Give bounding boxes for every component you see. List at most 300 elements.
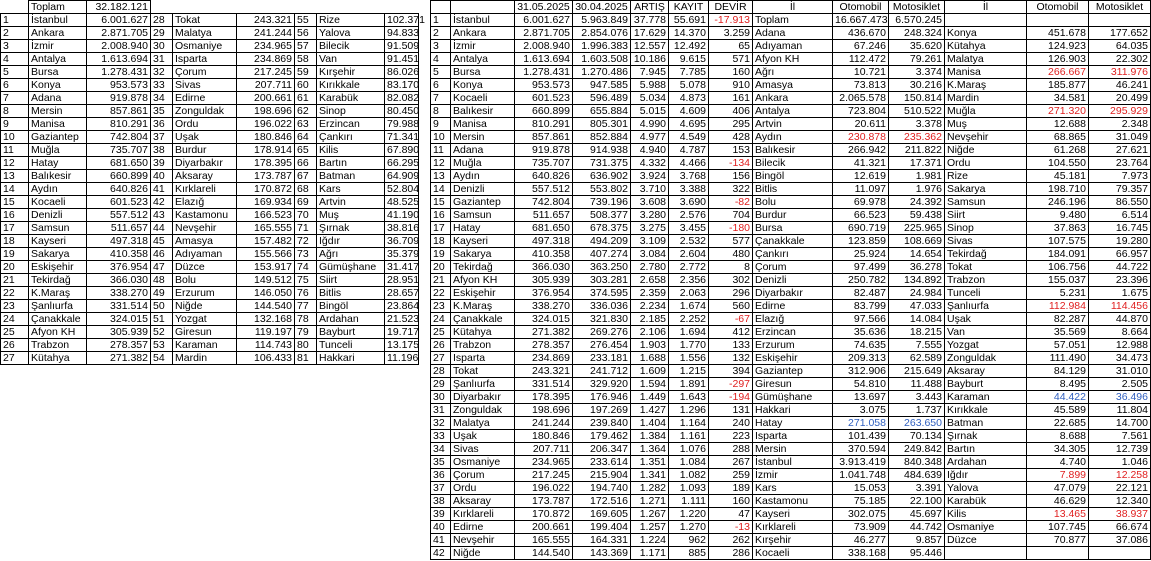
province-cell: Aksaray xyxy=(451,495,515,508)
value-cell: 112.984 xyxy=(1027,300,1089,313)
value-cell: 3.913.419 xyxy=(833,456,889,469)
province-cell: Karaman xyxy=(945,391,1027,404)
value-cell: 37.086 xyxy=(1089,534,1151,547)
province-cell: Balıkesir xyxy=(451,105,515,118)
count-cell: 41.190 xyxy=(385,209,419,222)
value-cell: 66.674 xyxy=(1089,521,1151,534)
table-row xyxy=(1,170,419,183)
value-cell: 45.589 xyxy=(1027,404,1089,417)
rank-cell: 71 xyxy=(295,222,317,235)
value-cell: 8.688 xyxy=(1027,430,1089,443)
value-cell: 132 xyxy=(709,352,753,365)
province-cell: Samsun xyxy=(29,222,87,235)
count-cell: 119.197 xyxy=(237,326,295,339)
value-cell: 857.861 xyxy=(515,131,573,144)
value-cell: 271.058 xyxy=(833,417,889,430)
count-cell: 376.954 xyxy=(87,261,151,274)
province-cell: Rize xyxy=(945,170,1027,183)
value-cell: 267 xyxy=(709,456,753,469)
value-cell: 31 xyxy=(431,404,451,417)
value-cell: 108.669 xyxy=(889,235,945,248)
value-cell: 35 xyxy=(431,456,451,469)
province-cell: Kırıkkale xyxy=(945,404,1027,417)
value-cell: 153 xyxy=(709,144,753,157)
value-cell: 1.282 xyxy=(631,482,669,495)
province-cell: Ardahan xyxy=(945,456,1027,469)
table-row xyxy=(1,79,419,92)
province-cell: Edirne xyxy=(451,521,515,534)
province-cell: Tunceli xyxy=(317,339,385,352)
table-row xyxy=(1,339,419,352)
value-cell: 4.332 xyxy=(631,157,669,170)
table-row xyxy=(431,27,1151,40)
value-cell: 1.111 xyxy=(669,495,709,508)
value-cell: 3.768 xyxy=(669,170,709,183)
province-cell: Uşak xyxy=(945,313,1027,326)
empty-cell xyxy=(237,1,295,14)
value-cell: 10 xyxy=(431,131,451,144)
rank-cell: 28 xyxy=(151,14,173,27)
rank-cell: 68 xyxy=(295,183,317,196)
count-cell: 155.566 xyxy=(237,248,295,261)
table-row xyxy=(1,235,419,248)
province-cell: Toplam xyxy=(753,14,833,27)
value-cell: 198.696 xyxy=(515,404,573,417)
value-cell: 68.865 xyxy=(1027,131,1089,144)
count-cell: 23.864 xyxy=(385,300,419,313)
province-cell: Sivas xyxy=(945,235,1027,248)
province-cell: Gaziantep xyxy=(753,365,833,378)
value-cell: 742.804 xyxy=(515,196,573,209)
count-cell: 278.357 xyxy=(87,339,151,352)
value-cell: 3.280 xyxy=(631,209,669,222)
value-cell: 37.778 xyxy=(631,14,669,27)
value-cell: 59.438 xyxy=(889,209,945,222)
empty-cell xyxy=(1089,14,1151,27)
value-cell: 2.106 xyxy=(631,326,669,339)
value-cell: 215.649 xyxy=(889,365,945,378)
value-cell: 97.566 xyxy=(833,313,889,326)
province-cell: Manisa xyxy=(29,118,87,131)
rank-cell: 78 xyxy=(295,313,317,326)
value-cell: 6.570.245 xyxy=(889,14,945,27)
count-cell: 173.787 xyxy=(237,170,295,183)
column-header: 30.04.2025 xyxy=(573,1,631,14)
rank-cell: 64 xyxy=(295,131,317,144)
value-cell: 10.721 xyxy=(833,66,889,79)
table-row xyxy=(431,183,1151,196)
value-cell: 690.719 xyxy=(833,222,889,235)
value-cell: 412 xyxy=(709,326,753,339)
count-cell: 38.816 xyxy=(385,222,419,235)
value-cell: 39 xyxy=(431,508,451,521)
province-cell: Siirt xyxy=(317,274,385,287)
value-cell: 9.480 xyxy=(1027,209,1089,222)
column-header: Otomobil xyxy=(833,1,889,14)
table-row xyxy=(431,261,1151,274)
table-row xyxy=(431,339,1151,352)
count-cell: 6.001.627 xyxy=(87,14,151,27)
province-cell: Zonguldak xyxy=(173,105,237,118)
province-cell: Şanlıurfa xyxy=(29,300,87,313)
empty-cell xyxy=(317,1,385,14)
value-cell: 295.929 xyxy=(1089,105,1151,118)
province-cell: Giresun xyxy=(753,378,833,391)
province-cell: Yalova xyxy=(317,27,385,40)
count-cell: 178.914 xyxy=(237,144,295,157)
value-cell: 28 xyxy=(431,365,451,378)
value-cell: 7.899 xyxy=(1027,469,1089,482)
value-cell: 2.780 xyxy=(631,261,669,274)
rank-cell: 45 xyxy=(151,235,173,248)
value-cell: 82.487 xyxy=(833,287,889,300)
province-cell: İstanbul xyxy=(753,456,833,469)
rank-cell: 38 xyxy=(151,144,173,157)
count-cell: 338.270 xyxy=(87,287,151,300)
province-cell: Hatay xyxy=(29,157,87,170)
table-row xyxy=(431,248,1151,261)
value-cell: 324.015 xyxy=(515,313,573,326)
province-cell: Kırklareli xyxy=(173,183,237,196)
value-cell: 406 xyxy=(709,105,753,118)
value-cell: 18.215 xyxy=(889,326,945,339)
value-cell: 69.978 xyxy=(833,196,889,209)
rank-cell: 76 xyxy=(295,287,317,300)
province-cell: Kütahya xyxy=(29,352,87,365)
province-cell: Çorum xyxy=(173,66,237,79)
count-cell: 21.523 xyxy=(385,313,419,326)
column-header: 31.05.2025 xyxy=(515,1,573,14)
province-cell: Amasya xyxy=(173,235,237,248)
count-cell: 640.826 xyxy=(87,183,151,196)
province-cell: Muş xyxy=(317,209,385,222)
rank-cell: 2 xyxy=(1,27,29,40)
value-cell: 12.340 xyxy=(1089,495,1151,508)
value-cell: 2.252 xyxy=(669,313,709,326)
province-cell: Osmaniye xyxy=(945,521,1027,534)
value-cell: 511.657 xyxy=(515,209,573,222)
province-cell: Nevşehir xyxy=(173,222,237,235)
rank-cell: 63 xyxy=(295,118,317,131)
value-cell: 1.093 xyxy=(669,482,709,495)
province-cell: Hatay xyxy=(451,222,515,235)
province-cell: Bolu xyxy=(753,196,833,209)
value-cell: 234.869 xyxy=(515,352,573,365)
rank-cell: 80 xyxy=(295,339,317,352)
value-cell: 19.280 xyxy=(1089,235,1151,248)
table-row xyxy=(431,118,1151,131)
table-row xyxy=(1,248,419,261)
table-row xyxy=(1,118,419,131)
value-cell: 4.990 xyxy=(631,118,669,131)
rank-cell: 11 xyxy=(1,144,29,157)
rank-cell: 77 xyxy=(295,300,317,313)
rank-cell: 73 xyxy=(295,248,317,261)
count-cell: 64.909 xyxy=(385,170,419,183)
value-cell: 3.378 xyxy=(889,118,945,131)
value-cell: 16.667.473 xyxy=(833,14,889,27)
province-cell: Bolu xyxy=(173,274,237,287)
value-cell: 156 xyxy=(709,170,753,183)
value-cell: 7 xyxy=(431,92,451,105)
table-row xyxy=(431,482,1151,495)
province-cell: Antalya xyxy=(29,53,87,66)
rank-cell: 70 xyxy=(295,209,317,222)
province-cell: Düzce xyxy=(173,261,237,274)
value-cell: 13.697 xyxy=(833,391,889,404)
total-label: Toplam xyxy=(29,1,87,14)
value-cell: 235.362 xyxy=(889,131,945,144)
province-cell: Burdur xyxy=(173,144,237,157)
province-cell: Gaziantep xyxy=(29,131,87,144)
table-row xyxy=(431,547,1151,560)
province-cell: Adana xyxy=(29,92,87,105)
rank-cell: 36 xyxy=(151,118,173,131)
count-cell: 165.555 xyxy=(237,222,295,235)
value-cell: 65 xyxy=(709,40,753,53)
rank-cell: 57 xyxy=(295,40,317,53)
value-cell: 1 xyxy=(431,14,451,27)
value-cell: -13 xyxy=(709,521,753,534)
count-cell: 497.318 xyxy=(87,235,151,248)
value-cell: 2.604 xyxy=(669,248,709,261)
value-cell: 7.561 xyxy=(1089,430,1151,443)
rank-cell: 37 xyxy=(151,131,173,144)
rank-cell: 3 xyxy=(1,40,29,53)
province-cell: Isparta xyxy=(451,352,515,365)
table-row xyxy=(431,222,1151,235)
value-cell: 161 xyxy=(709,92,753,105)
value-cell: 3.075 xyxy=(833,404,889,417)
province-cell: İzmir xyxy=(753,469,833,482)
province-cell: Sakarya xyxy=(29,248,87,261)
value-cell: 4.609 xyxy=(669,105,709,118)
value-cell: 1.257 xyxy=(631,521,669,534)
count-cell: 331.514 xyxy=(87,300,151,313)
value-cell: 410.358 xyxy=(515,248,573,261)
province-cell: Kars xyxy=(317,183,385,196)
province-cell: Isparta xyxy=(753,430,833,443)
value-cell: 209.313 xyxy=(833,352,889,365)
value-cell: 739.196 xyxy=(573,196,631,209)
province-cell: Ordu xyxy=(173,118,237,131)
province-cell: Adana xyxy=(753,27,833,40)
province-cell: Aydın xyxy=(753,131,833,144)
count-cell: 144.540 xyxy=(237,300,295,313)
rank-cell: 69 xyxy=(295,196,317,209)
value-cell: 107.745 xyxy=(1027,521,1089,534)
rank-cell: 18 xyxy=(1,235,29,248)
rank-cell: 47 xyxy=(151,261,173,274)
value-cell: 7.555 xyxy=(889,339,945,352)
value-cell: 24 xyxy=(431,313,451,326)
province-cell: Ankara xyxy=(753,92,833,105)
province-cell: Şanlıurfa xyxy=(451,378,515,391)
rank-cell: 65 xyxy=(295,144,317,157)
value-cell: 1.271 xyxy=(631,495,669,508)
empty-cell xyxy=(1,1,29,14)
empty-cell xyxy=(151,1,173,14)
value-cell: 278.357 xyxy=(515,339,573,352)
rank-cell: 48 xyxy=(151,274,173,287)
value-cell: 73.909 xyxy=(833,521,889,534)
province-cell: Gaziantep xyxy=(451,196,515,209)
value-cell: 34.581 xyxy=(1027,92,1089,105)
province-cell: Tunceli xyxy=(945,287,1027,300)
value-cell: 106.756 xyxy=(1027,261,1089,274)
value-cell: 114.456 xyxy=(1089,300,1151,313)
table-row xyxy=(431,326,1151,339)
value-cell: 12.619 xyxy=(833,170,889,183)
province-cell: Kırşehir xyxy=(317,66,385,79)
count-cell: 79.988 xyxy=(385,118,419,131)
value-cell: 1.770 xyxy=(669,339,709,352)
value-cell: 249.842 xyxy=(889,443,945,456)
value-cell: 601.523 xyxy=(515,92,573,105)
province-cell: Samsun xyxy=(945,196,1027,209)
value-cell: 12.258 xyxy=(1089,469,1151,482)
province-cell: Kütahya xyxy=(945,40,1027,53)
province-cell: Tekirdağ xyxy=(451,261,515,274)
count-cell: 1.278.431 xyxy=(87,66,151,79)
table-row xyxy=(1,196,419,209)
value-cell: 33 xyxy=(431,430,451,443)
province-cell: Balıkesir xyxy=(753,144,833,157)
value-cell: 321.830 xyxy=(573,313,631,326)
rank-cell: 62 xyxy=(295,105,317,118)
province-cell: Eskişehir xyxy=(451,287,515,300)
province-cell: Trabzon xyxy=(451,339,515,352)
value-cell: 160 xyxy=(709,495,753,508)
table-row xyxy=(431,508,1151,521)
value-cell: 1.041.748 xyxy=(833,469,889,482)
value-cell: 1.270 xyxy=(669,521,709,534)
province-cell: Çanakkale xyxy=(753,235,833,248)
value-cell: 124.923 xyxy=(1027,40,1089,53)
value-cell: 1.643 xyxy=(669,391,709,404)
value-cell: 14.654 xyxy=(889,248,945,261)
count-cell: 742.804 xyxy=(87,131,151,144)
province-cell: Uşak xyxy=(173,131,237,144)
value-cell: 1.981 xyxy=(889,170,945,183)
count-cell: 71.341 xyxy=(385,131,419,144)
value-cell: 4.787 xyxy=(669,144,709,157)
rank-cell: 26 xyxy=(1,339,29,352)
value-cell: 6.514 xyxy=(1089,209,1151,222)
province-cell: Hatay xyxy=(753,417,833,430)
value-cell: 178.395 xyxy=(515,391,573,404)
count-cell: 241.244 xyxy=(237,27,295,40)
value-cell: 451.678 xyxy=(1027,27,1089,40)
rank-cell: 1 xyxy=(1,14,29,27)
table-row xyxy=(431,300,1151,313)
province-cell: Afyon KH xyxy=(451,274,515,287)
province-cell: Hakkari xyxy=(753,404,833,417)
value-cell: 571 xyxy=(709,53,753,66)
province-cell: Bingöl xyxy=(317,300,385,313)
value-cell: 1.613.694 xyxy=(515,53,573,66)
province-cell: Kilis xyxy=(317,144,385,157)
value-cell: 74.635 xyxy=(833,339,889,352)
province-cell: Balıkesir xyxy=(29,170,87,183)
value-cell: 3.608 xyxy=(631,196,669,209)
value-cell: 22.302 xyxy=(1089,53,1151,66)
value-cell: 510.522 xyxy=(889,105,945,118)
count-cell: 157.482 xyxy=(237,235,295,248)
value-cell: 374.595 xyxy=(573,287,631,300)
province-cell: Aydın xyxy=(29,183,87,196)
value-cell: 2.008.940 xyxy=(515,40,573,53)
value-cell: 5.988 xyxy=(631,79,669,92)
value-cell: 553.802 xyxy=(573,183,631,196)
value-cell: 173.787 xyxy=(515,495,573,508)
value-cell: 2.348 xyxy=(1089,118,1151,131)
value-cell: 262 xyxy=(709,534,753,547)
value-cell: 75.185 xyxy=(833,495,889,508)
table-row xyxy=(431,170,1151,183)
province-cell: Edirne xyxy=(173,92,237,105)
rank-cell: 51 xyxy=(151,313,173,326)
rank-cell: 23 xyxy=(1,300,29,313)
value-cell: 596.489 xyxy=(573,92,631,105)
province-cell: Hakkari xyxy=(317,352,385,365)
value-cell: 3.259 xyxy=(709,27,753,40)
value-cell: 11.488 xyxy=(889,378,945,391)
value-cell: 17.371 xyxy=(889,157,945,170)
rank-cell: 8 xyxy=(1,105,29,118)
value-cell: 7.945 xyxy=(631,66,669,79)
value-cell: 295 xyxy=(709,118,753,131)
value-cell: 4.873 xyxy=(669,92,709,105)
value-cell: 211.822 xyxy=(889,144,945,157)
value-cell: 19 xyxy=(431,248,451,261)
column-header xyxy=(431,1,451,14)
column-header: DEVİR xyxy=(709,1,753,14)
province-cell: Tekirdağ xyxy=(945,248,1027,261)
rank-cell: 32 xyxy=(151,66,173,79)
value-cell: 144.540 xyxy=(515,547,573,560)
table-row xyxy=(431,378,1151,391)
column-header: Motosiklet xyxy=(889,1,945,14)
value-cell: 233.181 xyxy=(573,352,631,365)
table-row xyxy=(1,274,419,287)
count-cell: 198.696 xyxy=(237,105,295,118)
province-cell: Denizli xyxy=(753,274,833,287)
table-row xyxy=(431,144,1151,157)
value-cell: 41.321 xyxy=(833,157,889,170)
value-cell: 4.549 xyxy=(669,131,709,144)
value-cell: 5.963.849 xyxy=(573,14,631,27)
value-cell: 38.937 xyxy=(1089,508,1151,521)
rank-cell: 44 xyxy=(151,222,173,235)
table-row xyxy=(431,352,1151,365)
value-cell: 3.690 xyxy=(669,196,709,209)
province-cell: Elazığ xyxy=(173,196,237,209)
province-cell: Kayseri xyxy=(753,508,833,521)
table-row xyxy=(431,456,1151,469)
province-cell: Çanakkale xyxy=(29,313,87,326)
table-row xyxy=(431,105,1151,118)
province-cell: Antalya xyxy=(753,105,833,118)
province-cell: Ankara xyxy=(29,27,87,40)
province-cell: Erzurum xyxy=(753,339,833,352)
value-cell: 22.100 xyxy=(889,495,945,508)
value-cell: 23.764 xyxy=(1089,157,1151,170)
count-cell: 243.321 xyxy=(237,14,295,27)
rank-cell: 12 xyxy=(1,157,29,170)
count-cell: 102.371 xyxy=(385,14,419,27)
province-cell: Gümüşhane xyxy=(753,391,833,404)
